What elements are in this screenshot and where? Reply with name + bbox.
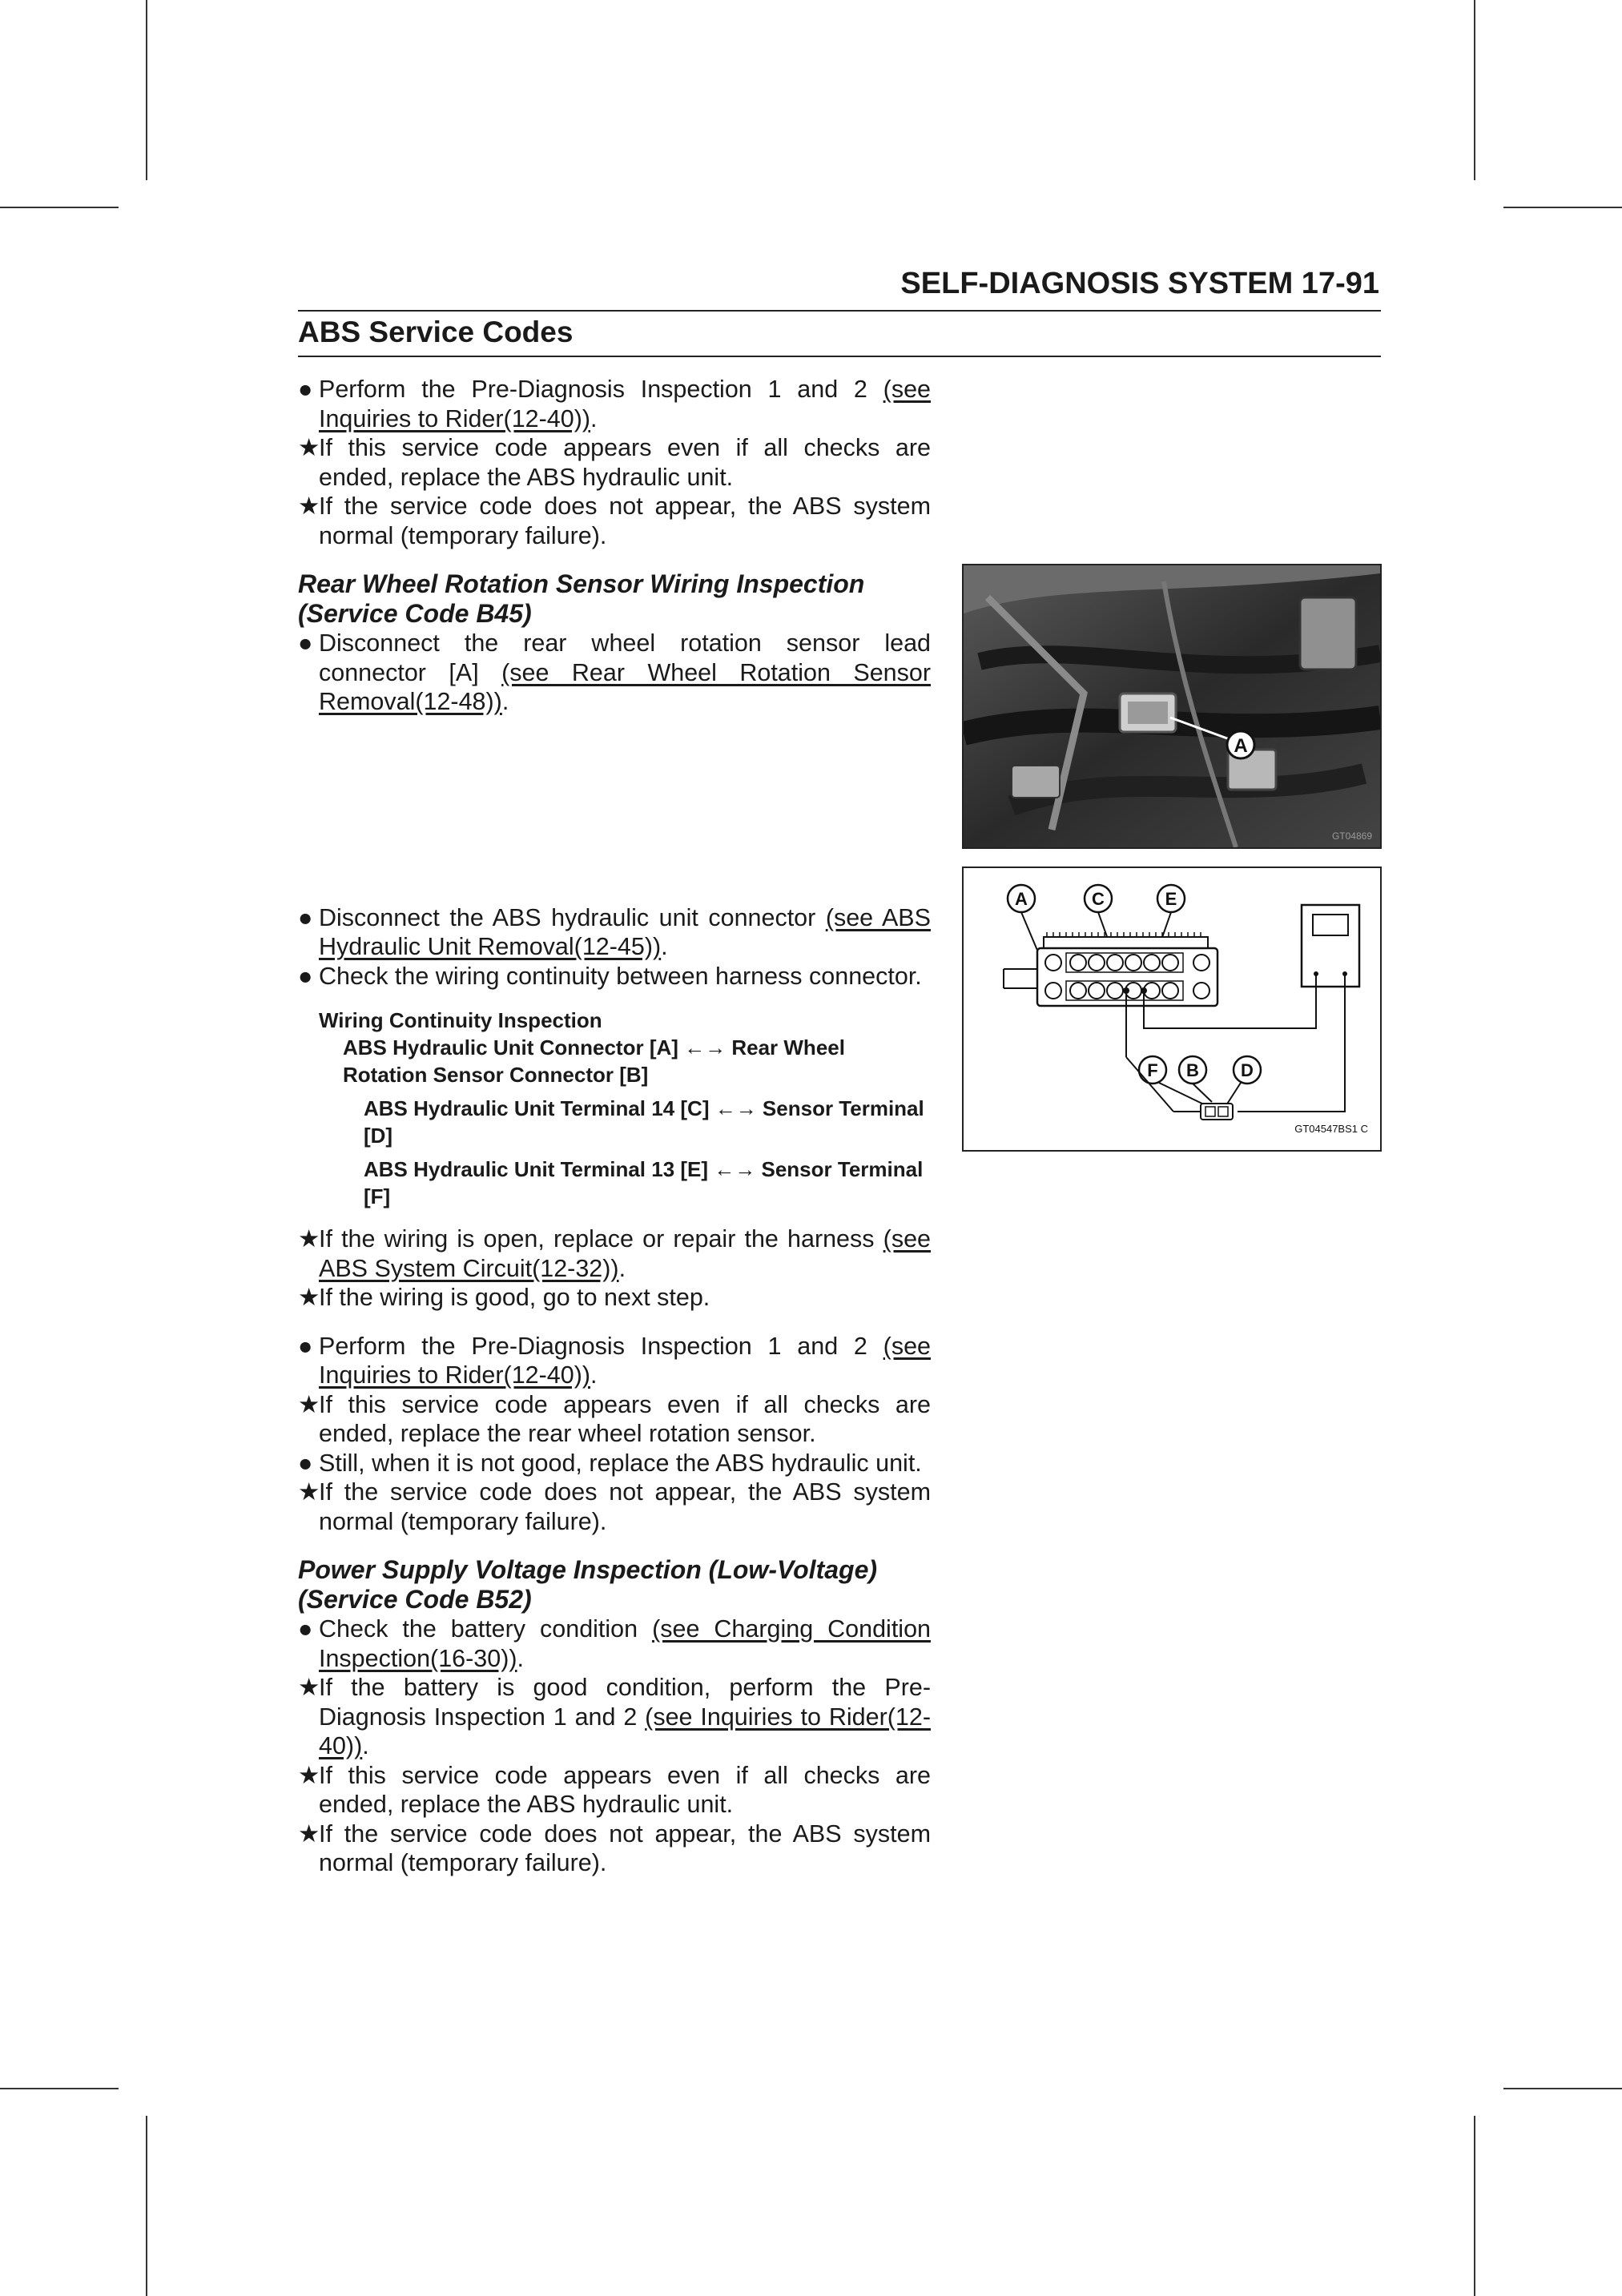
subsection-heading xyxy=(298,1555,931,1614)
star-icon: ★ xyxy=(298,1478,320,1506)
bullet-icon: ● xyxy=(298,376,313,403)
list-item xyxy=(298,433,931,492)
list-item xyxy=(298,1761,931,1820)
diagram-label: D xyxy=(1241,1060,1254,1080)
heading-line: Power Supply Voltage Inspection (Low-Voltage) xyxy=(298,1555,878,1584)
bullet-icon: ● xyxy=(298,962,313,990)
section-title: ABS Service Codes xyxy=(298,316,574,348)
figure-code: GT04547BS1 C xyxy=(1294,1123,1368,1135)
continuity-inspection-spec xyxy=(298,1007,931,1210)
item-text: Perform the Pre-Diagnosis Inspection 1 and 2 xyxy=(319,376,883,403)
spec-title: Wiring Continuity Inspection xyxy=(319,1008,602,1032)
list-item xyxy=(298,1332,931,1390)
item-text: If the service code does not appear, the ABS system normal (temporary failure). xyxy=(319,1478,931,1535)
list-item xyxy=(298,629,931,717)
crop-mark xyxy=(1474,0,1475,180)
star-icon: ★ xyxy=(298,1284,320,1311)
list-item xyxy=(298,1283,931,1313)
bullet-icon: ● xyxy=(298,903,313,931)
item-text: . xyxy=(501,688,509,715)
diagram-label: E xyxy=(1165,889,1177,909)
item-text: . xyxy=(362,1732,369,1759)
crop-mark xyxy=(0,207,119,208)
item-text: Check the battery condition xyxy=(319,1615,653,1643)
star-icon: ★ xyxy=(298,434,320,461)
item-text: . xyxy=(590,1361,598,1389)
list-item xyxy=(298,1449,931,1478)
item-text: Disconnect the rear wheel rotation sensor lead connector [A] xyxy=(319,629,931,686)
list-item xyxy=(298,1390,931,1449)
bullet-icon: ● xyxy=(298,629,313,657)
item-text: If the service code does not appear, the ABS system normal (temporary failure). xyxy=(319,1820,931,1876)
bullet-icon: ● xyxy=(298,1332,313,1360)
wiring-diagram-image xyxy=(964,868,1380,1150)
crop-mark xyxy=(0,2088,119,2089)
list-item xyxy=(298,1673,931,1761)
bullet-icon: ● xyxy=(298,1449,313,1477)
star-icon: ★ xyxy=(298,1390,320,1418)
spec-terminal-pair: ABS Hydraulic Unit Terminal 14 [C] ←→ Sensor Terminal [D] xyxy=(364,1096,924,1148)
list-item xyxy=(298,1820,931,1878)
star-icon: ★ xyxy=(298,1674,320,1701)
list-item xyxy=(298,1478,931,1536)
item-text: If the wiring is open, replace or repair the harness xyxy=(319,1225,883,1253)
item-text: If this service code appears even if all checks are ended, replace the ABS hydraulic unit. xyxy=(319,434,931,491)
section-rule xyxy=(298,356,1381,357)
cross-reference-link[interactable]: (see Inquiries to Rider(12-40)) xyxy=(319,1332,931,1389)
figure-code: GT04869 xyxy=(1331,830,1372,842)
star-icon: ★ xyxy=(298,1225,320,1253)
bullet-icon: ● xyxy=(298,1615,313,1643)
cross-reference-link[interactable]: (see Inquiries to Rider(12-40)) xyxy=(319,376,931,432)
list-item xyxy=(298,1614,931,1673)
list-item xyxy=(298,962,931,991)
subsection-heading xyxy=(298,569,931,629)
crop-mark xyxy=(1503,2088,1622,2089)
header-rule xyxy=(298,310,1381,312)
item-text: If the wiring is good, go to next step. xyxy=(319,1284,710,1311)
main-text-column xyxy=(298,375,931,1878)
crop-mark xyxy=(146,2116,147,2296)
connector-photo xyxy=(962,564,1382,849)
item-text: If the battery is good condition, perform the Pre-Diagnosis Inspection 1 and 2 xyxy=(319,1674,931,1731)
item-text: . xyxy=(618,1254,626,1282)
diagram-label: A xyxy=(1015,889,1028,909)
cross-reference-link[interactable]: (see ABS System Circuit(12-32)) xyxy=(319,1225,931,1282)
crop-mark xyxy=(1474,2116,1475,2296)
list-item xyxy=(298,375,931,433)
item-text: . xyxy=(517,1644,524,1672)
wiring-diagram xyxy=(962,867,1382,1152)
running-title: SELF-DIAGNOSIS SYSTEM 17-91 xyxy=(900,267,1379,300)
heading-line: Rear Wheel Rotation Sensor Wiring Inspection xyxy=(298,569,865,598)
item-text: . xyxy=(590,404,598,432)
connector-photo-image xyxy=(964,565,1380,847)
callout-label: A xyxy=(1234,735,1248,757)
crop-mark xyxy=(1503,207,1622,208)
item-text: If this service code appears even if all checks are ended, replace the ABS hydraulic unit. xyxy=(319,1761,931,1818)
spec-connector-pair: ABS Hydraulic Unit Connector [A] ←→ Rear Wheel Rotation Sensor Connector [B] xyxy=(343,1035,845,1087)
cross-reference-link[interactable]: (see Charging Condition Inspection(16-30)) xyxy=(319,1615,931,1672)
cross-reference-link[interactable]: (see Inquiries to Rider(12-40)) xyxy=(319,1703,931,1759)
diagram-label: B xyxy=(1186,1060,1199,1080)
cross-reference-link[interactable]: (see Rear Wheel Rotation Sensor Removal(12-48)) xyxy=(319,658,932,715)
list-item xyxy=(298,903,931,962)
item-text: Still, when it is not good, replace the ABS hydraulic unit. xyxy=(319,1449,922,1477)
item-text: If this service code appears even if all checks are ended, replace the rear wheel rotation sensor. xyxy=(319,1390,931,1447)
list-item xyxy=(298,492,931,550)
star-icon: ★ xyxy=(298,1820,320,1848)
star-icon: ★ xyxy=(298,493,320,520)
crop-mark xyxy=(146,0,147,180)
item-text: Perform the Pre-Diagnosis Inspection 1 and 2 xyxy=(319,1332,883,1360)
item-text: Check the wiring continuity between harness connector. xyxy=(319,962,922,990)
item-text: . xyxy=(661,933,668,960)
item-text: Disconnect the ABS hydraulic unit connector xyxy=(319,903,826,931)
star-icon: ★ xyxy=(298,1761,320,1789)
heading-line: (Service Code B45) xyxy=(298,599,532,628)
list-item xyxy=(298,1224,931,1283)
item-text: If the service code does not appear, the ABS system normal (temporary failure). xyxy=(319,493,931,549)
heading-line: (Service Code B52) xyxy=(298,1585,532,1614)
spec-terminal-pair: ABS Hydraulic Unit Terminal 13 [E] ←→ Sensor Terminal [F] xyxy=(364,1157,924,1208)
diagram-label: F xyxy=(1147,1060,1158,1080)
cross-reference-link[interactable]: (see ABS Hydraulic Unit Removal(12-45)) xyxy=(319,903,931,960)
diagram-label: C xyxy=(1092,889,1105,909)
